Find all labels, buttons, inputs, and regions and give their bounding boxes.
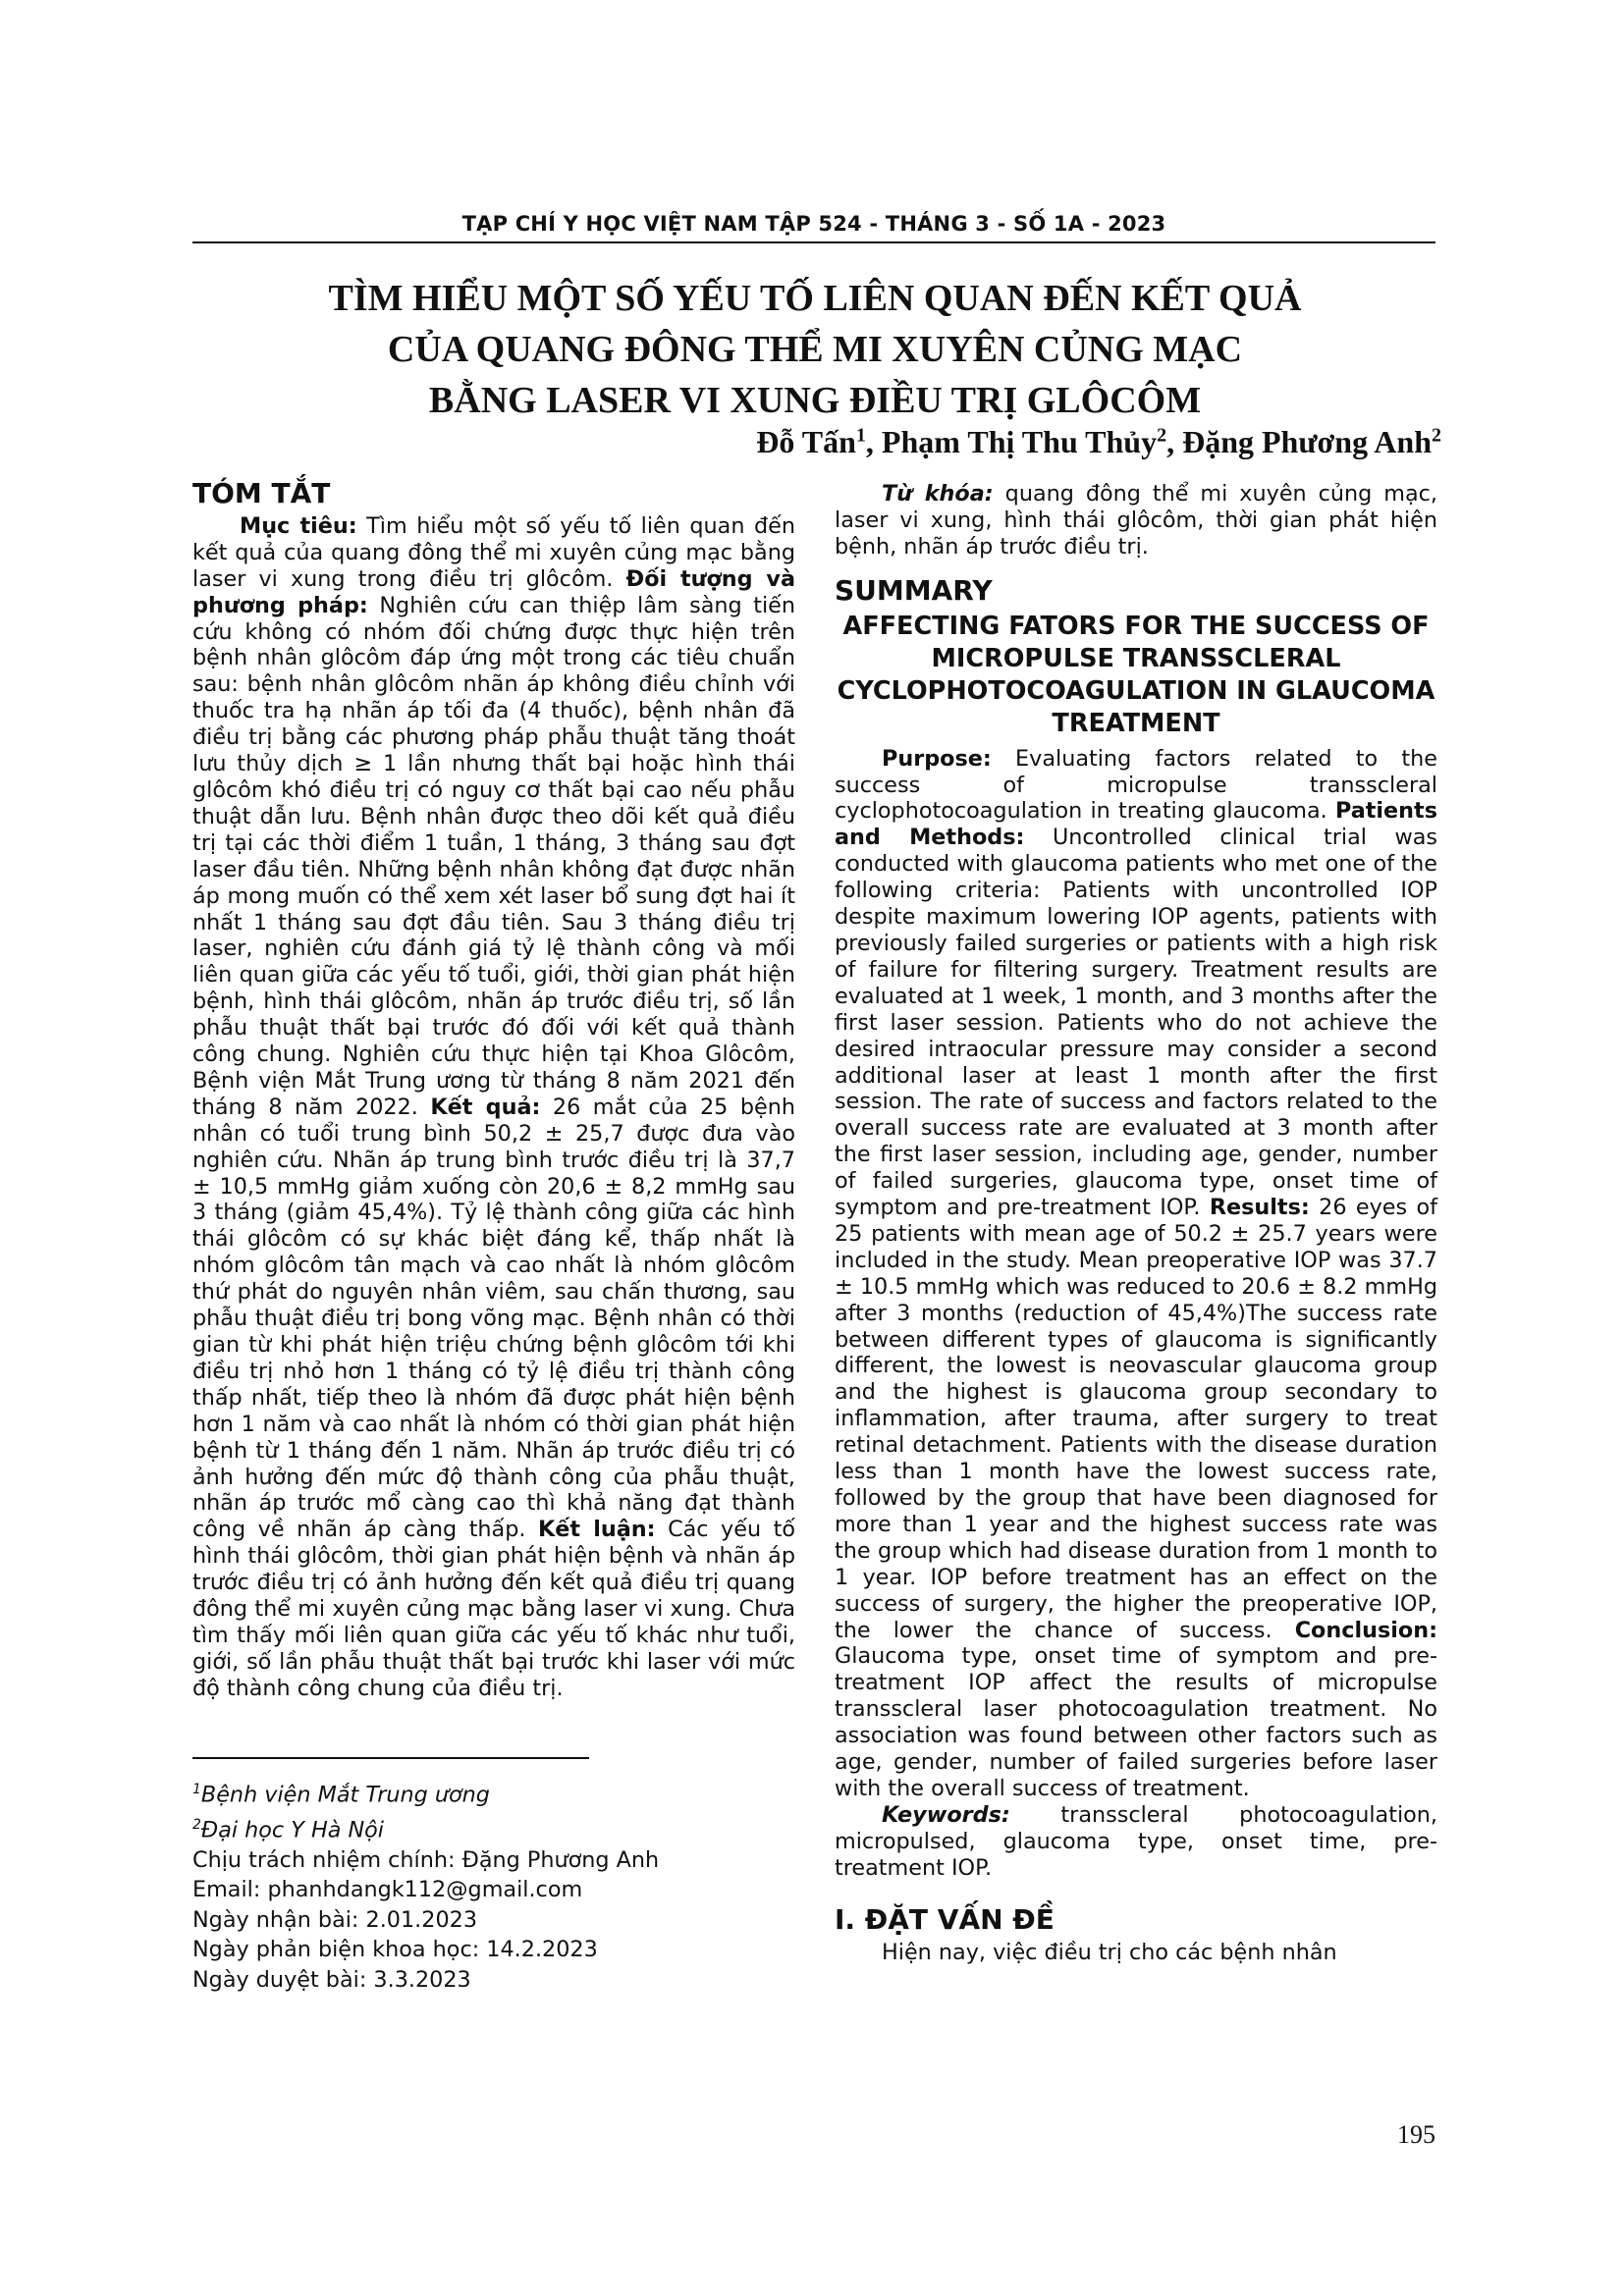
summary-text: Uncontrolled clinical trial was conducted with glaucoma patients who met one of the following criteria: Patients with uncontrolled IOP despite maximum lowering IOP agents, patients with previously failed surgeries or patients with a high risk of failure for filtering surgery. Treatment results are evaluated at 1 week, 1 month, and 3 months after the first laser session. Patients who do not achieve the desired intraocular pressure may consider a second additional laser at least 1 month after the first session. The rate of success and factors related to the overall success rate are evaluated at 3 month after the first laser session, including age, gender, number of failed surgeries, glaucoma type, onset time of symptom and pre-treatment IOP. [835,825,1437,1221]
summary-paragraph [835,746,1437,1802]
header-divider [192,241,1435,243]
section-heading: I. ĐẶT VẤN ĐỀ [835,1902,1055,1936]
summary-label: Conclusion: [1294,1617,1437,1643]
affiliation-text: Bệnh viện Mắt Trung ương [200,1782,490,1808]
abstract-label: Kết luận: [537,1517,656,1543]
summary-label: Results: [1209,1195,1310,1221]
abstract-text: Các yếu tố hình thái glôcôm, thời gian phát hiện bệnh và nhãn áp trước điều trị có ảnh hưởng đến kết quả điều trị quang đông thể mi xuyên củng mạc bằng laser vi xung. Chưa tìm thấy mối liên quan giữa các yếu tố khác như tuổi, giới, số lần phẫu thuật thất bại trước khi laser với mức độ thành công chung của điều trị. [192,1517,795,1701]
summary-title: AFFECTING FATORS FOR THE SUCCESS OF MICROPULSE TRANSSCLERAL CYCLOPHOTOCOAGULATION IN GLAUCOMA TREATMENT [837,611,1435,738]
abstract-text: Tìm hiểu một số yếu tố liên quan đến kết quả của quang đông thể mi xuyên củng mạc bằng laser vi xung trong điều trị glôcôm. [192,512,795,592]
summary-label: Purpose: [882,745,992,772]
author-list [756,424,1441,460]
keywords-label: Keywords: [882,1801,1010,1828]
abstract-label: Mục tiêu: [240,512,357,539]
author-affiliation: 2 [1432,424,1441,447]
body-paragraph: Hiện nay, việc điều trị cho các bệnh nhân [882,1939,1337,1965]
received-date: Ngày nhận bài: 2.01.2023 [192,1906,478,1933]
affiliation-note [192,1810,782,1845]
author-affiliation: 1 [855,424,866,447]
affiliation-number: 2 [192,1816,201,1833]
summary-text: Glaucoma type, onset time of symptom and pre-treatment IOP affect the results of micropulse transscleral laser photocoagulation treatment. No association was found between other factors such as age, gender, number of failed surgeries before laser with the overall success of treatment. [835,1643,1437,1801]
accepted-date: Ngày duyệt bài: 3.3.2023 [192,1966,471,1993]
keywords-label: Từ khóa: [882,481,994,507]
email-line: Email: phanhdangk112@gmail.com [192,1877,583,1903]
review-date: Ngày phản biện khoa học: 14.2.2023 [192,1937,598,1963]
footnote-divider [192,1757,589,1759]
title-line: TÌM HIỂU MỘT SỐ YẾU TỐ LIÊN QUAN ĐẾN KẾT QUẢ [328,278,1302,319]
abstract-text: Nghiên cứu can thiệp lâm sàng tiến cứu không có nhóm đối chứng được thực hiện trên bệnh nhân glôcôm đáp ứng một trong các tiêu chuẩn sau: bệnh nhân glôcôm nhãn áp không điều chỉnh với thuốc tra hạ nhãn áp tối đa (4 thuốc), bệnh nhân đã điều trị bằng các phương pháp phẫu thuật tăng thoát lưu thủy dịch ≥ 1 lần nhưng thất bại hoặc hình thái glôcôm khó điều trị có nguy cơ thất bại cao nếu phẫu thuật dẫn lưu. Bệnh nhân được theo dõi kết quả điều trị tại các thời điểm 1 tuần, 1 tháng, 3 tháng sau đợt laser đầu tiên. Những bệnh nhân không đạt được nhãn áp mong muốn có thể xem xét laser bổ sung đợt hai ít nhất 1 tháng sau đợt đầu tiên. Sau 3 tháng điều trị laser, nghiên cứu đánh giá tỷ lệ thành công và mối liên quan giữa các yếu tố tuổi, giới, thời gian phát hiện bệnh, hình thái glôcôm, nhãn áp trước điều trị, số lần phẫu thuật thất bại trước đó đối với kết quả thành công chung. Nghiên cứu thực hiện tại Khoa Glôcôm, Bệnh viện Mắt Trung ương từ tháng 8 năm 2021 đến tháng 8 năm 2022. [192,592,795,1120]
title-line: BẰNG LASER VI XUNG ĐIỀU TRỊ GLÔCÔM [428,380,1202,421]
summary-text: 26 eyes of 25 patients with mean age of 50.2 ± 25.7 years were included in the study. Mean preoperative IOP was 37.7 ± 10.5 mmHg which was reduced to 20.6 ± 8.2 mmHg after 3 months (reduction of 45,4%)The success rate between different types of glaucoma is significantly different, the lowest is neovascular glaucoma group and the highest is glaucoma group secondary to inflammation, after trauma, after surgery to treat retinal detachment. Patients with the disease duration less than 1 month have the lowest success rate, followed by the group that have been diagnosed for more than 1 year and the highest success rate was the group which had disease duration from 1 month to 1 year. IOP before treatment has an effect on the success of surgery, the higher the preoperative IOP, the lower the chance of success. [835,1195,1437,1643]
author-name: Phạm Thị Thu Thủy [881,424,1158,459]
title-line: CỦA QUANG ĐÔNG THỂ MI XUYÊN CỦNG MẠC [387,329,1243,370]
summary-label: Patients and Methods: [835,798,1437,851]
author-affiliation: 2 [1157,424,1167,447]
left-column [192,477,796,1702]
keywords-en [835,1802,1437,1882]
abstract-paragraph [192,513,795,1702]
author-name: Đỗ Tấn [756,424,856,459]
page-number: 195 [1397,2120,1435,2149]
affiliation-note [192,1775,782,1810]
affiliation-number: 1 [192,1782,201,1797]
corresponding-author: Chịu trách nhiệm chính: Đặng Phương Anh [192,1846,660,1873]
right-column [835,481,1437,1965]
running-header: TẠP CHÍ Y HỌC VIỆT NAM TẬP 524 - THÁNG 3 - SỐ 1A - 2023 [461,212,1166,236]
summary-heading: SUMMARY [835,573,993,607]
affiliation-text: Đại học Y Hà Nội [200,1817,385,1843]
author-name: Đặng Phương Anh [1182,424,1432,459]
keywords-text: transscleral photocoagulation, micropulsed, glaucoma type, onset time, pre-treatment IOP. [835,1801,1437,1881]
keywords-vi [835,481,1437,561]
abstract-text: 26 mắt của 25 bệnh nhân có tuổi trung bình 50,2 ± 25,7 được đưa vào nghiên cứu. Nhãn áp trung bình trước điều trị là 37,7 ± 10,5 mmHg giảm xuống còn 20,6 ± 8,2 mmHg sau 3 tháng (giảm 45,4%). Tỷ lệ thành công giữa các hình thái glôcôm có sự khác biệt đáng kể, thấp nhất là nhóm glôcôm tân mạch và cao nhất là nhóm glôcôm thứ phát do nguyên nhân viêm, sau chấn thương, sau phẫu thuật điều trị bong võng mạc. Bệnh nhân có thời gian từ khi phát hiện triệu chứng bệnh glôcôm tới khi điều trị nhỏ hơn 1 tháng có tỷ lệ điều trị thành công thấp nhất, tiếp theo là nhóm đã được phát hiện bệnh hơn 1 năm và cao nhất là nhóm có thời gian phát hiện bệnh từ 1 tháng đến 1 năm. Nhãn áp trước điều trị có ảnh hưởng đến mức độ thành công của phẫu thuật, nhãn áp trước mổ càng cao thì khả năng đạt thành công về nhãn áp càng thấp. [192,1094,795,1543]
abstract-label: Kết quả: [430,1094,541,1120]
keywords-text: quang đông thể mi xuyên củng mạc, laser vi xung, hình thái glôcôm, thời gian phát hiện bệnh, nhãn áp trước điều trị. [835,481,1437,560]
author-separator: , [865,424,882,459]
abstract-label: Đối tượng và phương pháp: [192,565,796,618]
author-separator: , [1166,424,1183,459]
article-title [236,273,1394,426]
abstract-heading: TÓM TẮT [192,477,331,509]
summary-text: Evaluating factors related to the success of micropulse transscleral cyclophotocoagulation in treating glaucoma. [835,745,1437,825]
footnotes [192,1775,782,1995]
